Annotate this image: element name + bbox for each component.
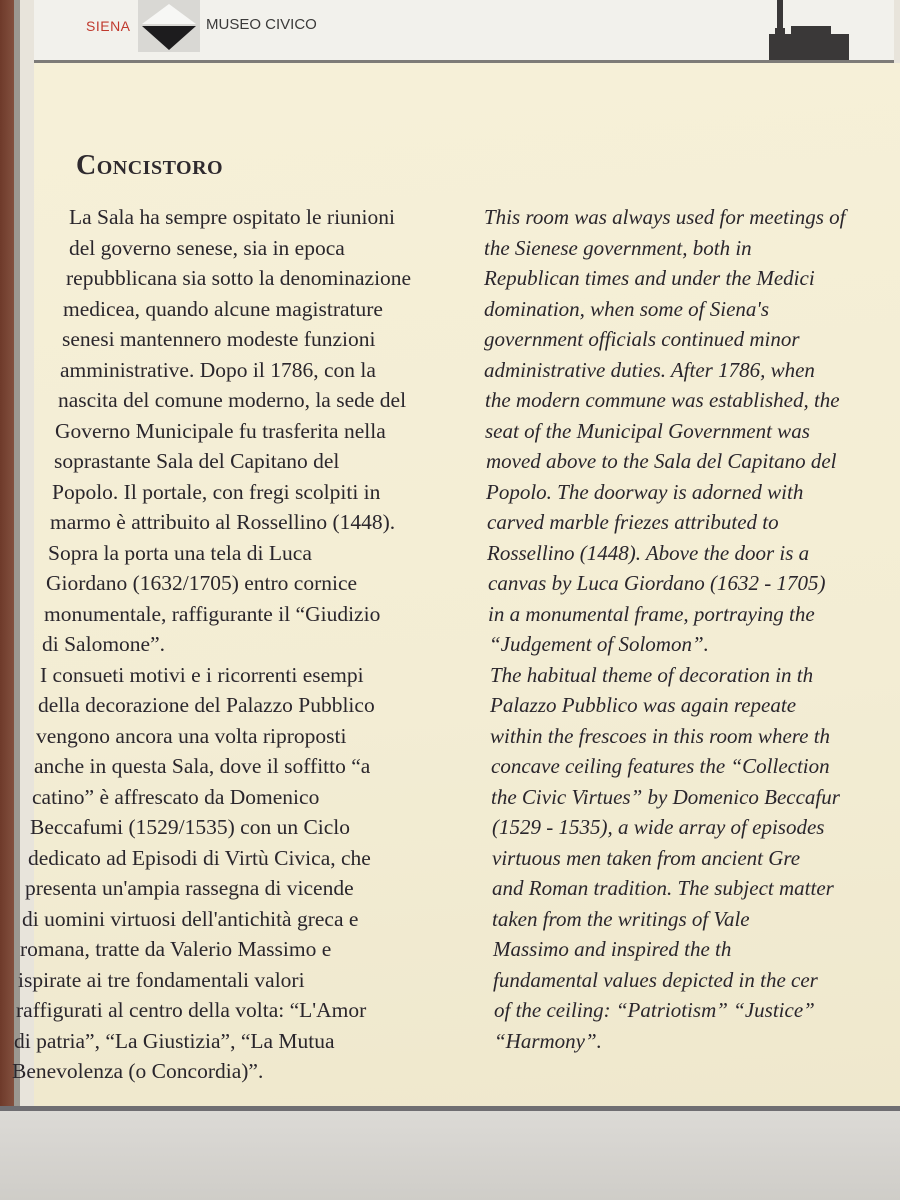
text-line: moved above to the Sala del Capitano del [486,449,837,473]
text-line: The habitual theme of decoration in th [490,662,814,687]
text-line: Popolo. Il portale, con fregi scolpiti in [52,479,381,504]
text-line: government officials continued minor [484,327,800,351]
text-line: amministrative. Dopo il 1786, con la [60,357,376,382]
text-line: soprastante Sala del Capitano del [54,449,340,473]
text-line: Massimo and inspired the th [493,937,732,961]
text-line: canvas by Luca Giordano (1632 - 1705) [488,571,826,595]
text-line: Sopra la porta una tela di Luca [48,540,312,565]
text-line: La Sala ha sempre ospitato le riunioni [69,205,395,229]
text-line: taken from the writings of Vale [492,906,750,931]
text-line: medicea, quando alcune magistrature [63,296,383,321]
italian-text [12,202,468,1087]
text-line: This room was always used for meetings of [484,205,846,229]
text-line: “Judgement of Solomon”. [489,632,709,656]
text-line: senesi mantennero modeste funzioni [62,327,376,351]
text-line: raffigurati al centro della volta: “L'Amor [16,998,367,1022]
text-line: and Roman tradition. The subject matter [492,876,834,900]
museum-label: MUSEO CIVICO [206,16,317,33]
text-line: di patria”, “La Giustizia”, “La Mutua [14,1028,335,1053]
text-line: Giordano (1632/1705) entro cornice [46,571,358,595]
text-line: marmo è attribuito al Rossellino (1448). [50,510,396,534]
text-line: della decorazione del Palazzo Pubblico [38,693,375,717]
text-line: vengono ancora una volta riproposti [36,723,347,748]
text-line: catino” è affrescato da Domenico [32,784,320,809]
text-line: Rossellino (1448). Above the door is a [487,540,810,565]
text-line: in a monumental frame, portraying the [488,601,815,626]
text-line: Beccafumi (1529/1535) con un Ciclo [30,815,351,839]
text-line: ispirate ai tre fondamentali valori [18,967,305,992]
lower-wall [0,1111,900,1200]
text-line: di uomini virtuosi dell'antichità greca e [22,906,359,931]
english-text [484,202,900,1056]
text-line: within the frescoes in this room where th [490,723,831,748]
text-line: of the ceiling: “Patriotism” “Justice” [494,998,815,1022]
text-line: Governo Municipale fu trasferita nella [55,418,386,443]
text-line: the Sienese government, both in [484,235,752,260]
museum-logo-icon [138,0,200,52]
palace-silhouette-icon [769,0,849,60]
text-line: di Salomone”. [42,632,166,656]
page-title: Concistoro [76,150,224,181]
text-line: the Civic Virtues” by Domenico Beccafur [491,784,840,809]
text-line: seat of the Municipal Government was [485,418,810,443]
text-line: Popolo. The doorway is adorned with [486,479,804,504]
text-line: fundamental values depicted in the cer [493,967,818,992]
text-line: concave ceiling features the “Collection [491,754,830,778]
text-line: monumentale, raffigurante il “Giudizio [44,601,381,626]
text-line: “Harmony”. [494,1028,602,1053]
text-line: anche in questa Sala, dove il soffitto “a [34,754,371,778]
sign-header [34,0,894,63]
text-line: Republican times and under the Medici [484,266,815,290]
text-line: nascita del comune moderno, la sede del [58,388,407,412]
text-line: del governo senese, sia in epoca [69,235,345,260]
text-line: Benevolenza (o Concordia)”. [12,1059,264,1083]
text-line: domination, when some of Siena's [484,296,770,321]
text-line: presenta un'ampia rassegna di vicende [25,876,354,900]
text-line: virtuous men taken from ancient Gre [492,845,801,870]
text-line: (1529 - 1535), a wide array of episodes [492,815,825,839]
text-line: repubblicana sia sotto la denominazione [66,266,412,290]
city-label: SIENA [86,18,131,34]
text-line: romana, tratte da Valerio Massimo e [20,937,332,961]
text-line: carved marble friezes attributed to [487,510,779,534]
text-line: Palazzo Pubblico was again repeate [490,693,797,717]
text-line: dedicato ad Episodi di Virtù Civica, che [28,845,371,870]
text-line: I consueti motivi e i ricorrenti esempi [40,662,364,687]
text-line: administrative duties. After 1786, when [484,357,815,382]
text-line: the modern commune was established, the [485,388,840,412]
